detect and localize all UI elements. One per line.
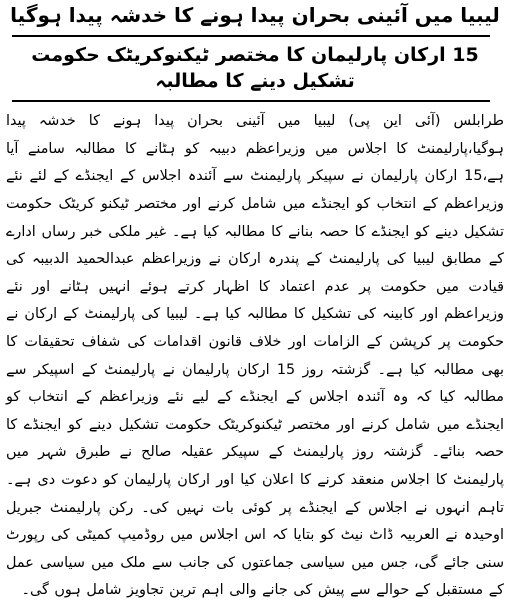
article-body: طرابلس (آئی این پی) لیبیا میں آئینی بحران پیدا ہونے کا خدشہ پیدا ہوگیا،پارلیمنٹ کا اجلاس میں وزیراعظم دبیبہ کو ہٹانے کا مطالبہ سامنے آیا ہے،15 ارکان پارلیمان نے سپیکر پارلیمنٹ سے آئندہ اجلاس کے ایجنڈے کے لئے نئے وزیراعظم کے انتخاب کو ایجنڈے میں شامل کرنے اور مختصر ٹیکنو کریٹک حکومت تشکیل دینے کو ایجنڈے کا حصہ بنانے کا مطالبہ کیا ہے۔ غیر ملکی خبر رساں ادارے کے مطابق لیبیا کی پارلیمنٹ کے پندرہ ارکان نے وزیراعظم عبدالحمید الدبیبہ کی قیادت میں حکومت پر عدم اعتماد کا اظہار کرتے ہوئے انہیں ہٹانے اور نئے وزیراعظم اور کابینہ کی تشکیل کا مطالبہ کیا ہے۔ لیبیا کی پارلیمنٹ کے ارکان نے حکومت پر کرپشن کے الزامات اور خلاف قانون اقدامات کی شفاف تحقیقات کا بھی مطالبہ کیا ہے۔ گزشتہ روز 15 ارکان پارلیمان نے پارلیمنٹ کے اسپیکر سے مطالبہ کیا کہ وہ آئندہ اجلاس کے ایجنڈے کے لیے نئے وزیراعظم کے انتخاب کو ایجنڈے میں شامل کرنے اور مختصر ٹیکنوکریٹک حکومت تشکیل دینے کو ایجنڈے کا حصہ بنائے۔ گزشتہ روز پارلیمنٹ کے سپیکر عقیلہ صالح نے طبرق شہر میں پارلیمنٹ کا اجلاس منعقد کرنے کا اعلان کیا اور ارکان پارلیمان کو دعوت دی ہے۔ تاہم انہوں نے اجلاس کے ایجنڈے پر کوئی بات نہیں کی۔ رکن پارلیمنٹ جبریل اوحیدہ نے العربیہ ڈاٹ نیٹ کو بتایا کہ اس اجلاس میں روڈمیپ کمیٹی کی رپورٹ سنی جائے گی، جس میں سیاسی جماعتوں کی جانب سے ملک میں سیاسی عمل کے مستقبل کے حوالے سے پیش کی جانے والی اہم ترین تجاویز شامل ہوں گی۔ (6, 113, 505, 599)
headline-divider-bottom (12, 100, 490, 102)
headline-primary: لیبیا میں آئینی بحران پیدا ہونے کا خدشہ پیدا ہوگیا (10, 3, 500, 27)
headline-secondary: 15 ارکان پارلیمان کا مختصر ٹیکنوکریٹک حکومت تشکیل دینے کا مطالبہ (31, 44, 479, 92)
headline-divider (12, 35, 490, 37)
